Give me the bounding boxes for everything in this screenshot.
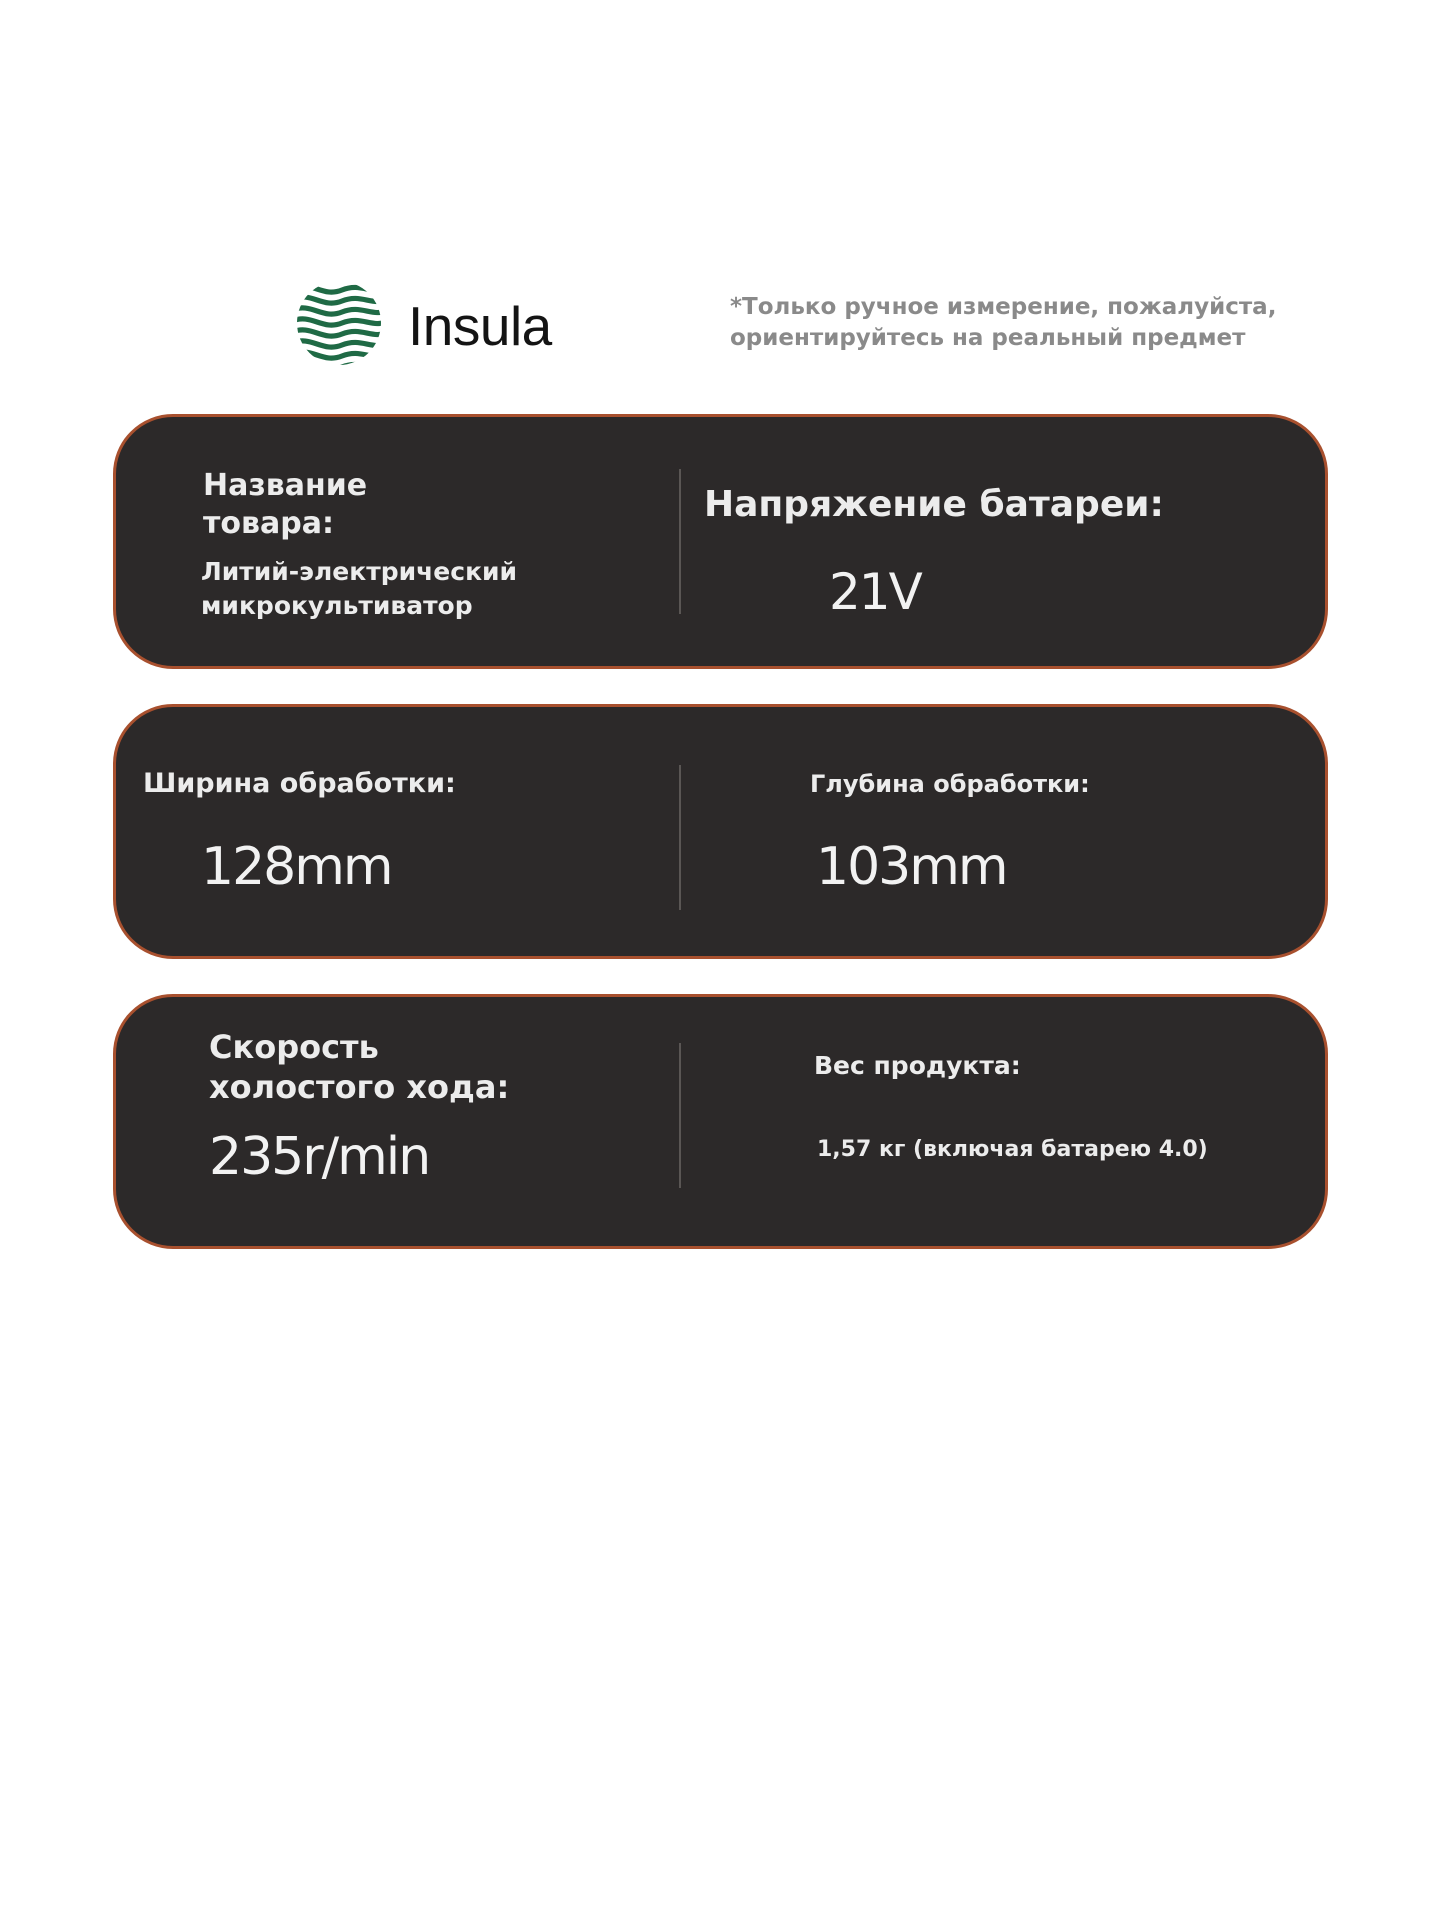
measurement-note-line-1: *Только ручное измерение, пожалуйста, bbox=[730, 294, 1277, 320]
logo-icon bbox=[292, 280, 386, 366]
product-name-label-line-2: товара: bbox=[203, 506, 334, 541]
spec-card-speed-weight bbox=[113, 994, 1328, 1249]
measurement-note-line-2: ориентируйтесь на реальный предмет bbox=[730, 325, 1246, 351]
spec-card-width-depth bbox=[113, 704, 1328, 959]
product-weight-label: Вес продукта: bbox=[814, 1051, 1021, 1080]
product-name-value-line-2: микрокультиватор bbox=[201, 591, 473, 620]
card-divider bbox=[679, 765, 681, 910]
battery-voltage-label: Напряжение батареи: bbox=[704, 484, 1164, 525]
working-depth-value: 103mm bbox=[816, 837, 1007, 897]
card-divider bbox=[679, 1043, 681, 1188]
working-width-value: 128mm bbox=[201, 837, 392, 897]
battery-voltage-value: 21V bbox=[829, 563, 921, 621]
product-weight-value: 1,57 кг (включая батарею 4.0) bbox=[817, 1137, 1208, 1162]
measurement-note bbox=[730, 292, 1350, 354]
product-name-value-line-1: Литий-электрический bbox=[201, 557, 518, 586]
idle-speed-label-line-2: холостого хода: bbox=[209, 1068, 510, 1106]
idle-speed-value: 235r/min bbox=[209, 1127, 430, 1187]
card-divider bbox=[679, 469, 681, 614]
idle-speed-label-line-1: Скорость bbox=[209, 1028, 379, 1066]
product-name-label-line-1: Название bbox=[203, 468, 368, 503]
product-name-label bbox=[203, 467, 367, 543]
product-name-value bbox=[201, 555, 517, 623]
spec-card-name-voltage bbox=[113, 414, 1328, 669]
brand-name: Insula bbox=[408, 295, 552, 357]
working-width-label: Ширина обработки: bbox=[143, 768, 456, 799]
working-depth-label: Глубина обработки: bbox=[810, 770, 1090, 798]
idle-speed-label bbox=[209, 1027, 509, 1107]
